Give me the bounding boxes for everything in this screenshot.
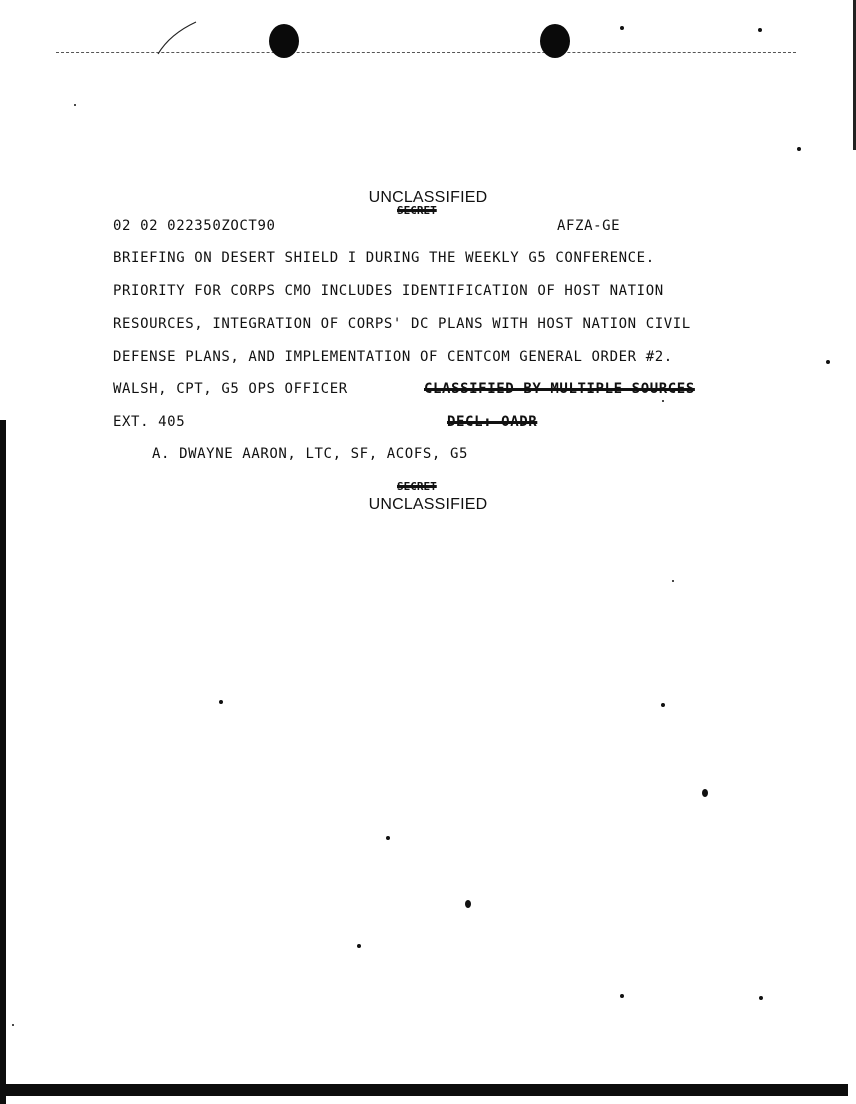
scan-speck <box>662 400 664 402</box>
scan-speck <box>661 703 665 707</box>
struck-secret-bottom: SECRET <box>397 480 437 493</box>
classification-banner-bottom: UNCLASSIFIED <box>368 496 488 513</box>
extension: EXT. 405 <box>113 414 186 430</box>
punch-hole-left <box>269 24 299 58</box>
struck-secret-top: SECRET <box>397 204 437 217</box>
scan-edge-left <box>0 420 6 1104</box>
pen-mark <box>156 20 204 56</box>
scan-speck <box>620 26 624 30</box>
body-line: RESOURCES, INTEGRATION OF CORPS' DC PLANS WITH HOST NATION CIVIL <box>113 316 691 332</box>
scan-speck <box>759 996 763 1000</box>
approving-officer: A. DWAYNE AARON, LTC, SF, ACOFS, G5 <box>152 446 469 462</box>
scan-speck <box>826 360 830 364</box>
action-officer: WALSH, CPT, G5 OPS OFFICER <box>113 381 348 397</box>
scan-speck <box>797 147 801 151</box>
scan-speck <box>219 700 223 704</box>
scan-speck <box>465 900 471 908</box>
decl-struck: DECL: OADR <box>447 414 538 430</box>
punch-hole-right <box>540 24 570 58</box>
scan-speck <box>672 580 674 582</box>
body-line: DEFENSE PLANS, AND IMPLEMENTATION OF CENTCOM GENERAL ORDER #2. <box>113 349 673 365</box>
scan-speck <box>702 789 708 797</box>
classified-by-struck: CLASSIFIED BY MULTIPLE SOURCES <box>424 381 695 397</box>
scan-edge-bottom <box>0 1084 848 1096</box>
scan-speck <box>357 944 361 948</box>
scan-speck <box>758 28 762 32</box>
message-dtg: 02 02 022350ZOCT90 <box>113 218 276 234</box>
scan-speck <box>386 836 390 840</box>
classification-banner-top: UNCLASSIFIED <box>368 189 488 206</box>
office-symbol: AFZA-GE <box>557 218 621 234</box>
body-line: PRIORITY FOR CORPS CMO INCLUDES IDENTIFICATION OF HOST NATION <box>113 283 664 299</box>
body-line: BRIEFING ON DESERT SHIELD I DURING THE WEEKLY G5 CONFERENCE. <box>113 250 655 266</box>
scan-speck <box>74 104 76 106</box>
scan-speck <box>620 994 624 998</box>
scan-speck <box>12 1024 14 1026</box>
